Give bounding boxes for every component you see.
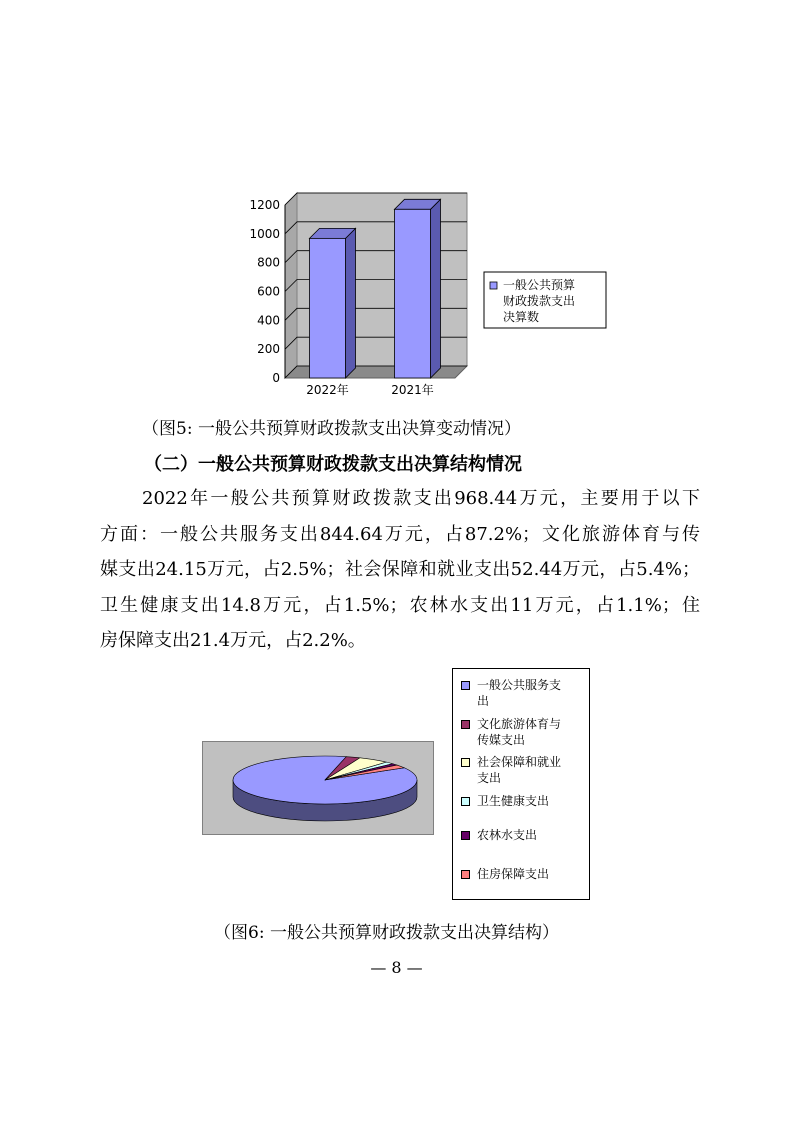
bar [310, 238, 346, 378]
legend-swatch [461, 870, 470, 879]
y-tick-label: 400 [257, 313, 280, 328]
y-tick-label: 1000 [249, 226, 280, 241]
page-number: — 8 — [370, 958, 423, 977]
legend-label-line: 出 [477, 694, 490, 708]
legend-swatch [461, 720, 470, 729]
bar [395, 209, 431, 378]
y-tick-label: 1200 [249, 198, 280, 212]
y-tick-label: 800 [257, 255, 280, 270]
y-tick-label: 200 [257, 342, 280, 357]
pie-legend [452, 668, 590, 900]
x-tick-label: 2022年 [306, 383, 349, 397]
legend-label [477, 677, 589, 709]
bar-side [346, 228, 356, 378]
legend-label-line: 支出 [477, 771, 502, 785]
figure5-caption: （图5: 一般公共预算财政拨款支出决算变动情况） [142, 419, 521, 439]
legend-label-line: 农林水支出 [477, 828, 538, 842]
legend-label [477, 866, 589, 882]
legend-label [477, 754, 589, 786]
x-axis-ticks [306, 382, 434, 397]
y-tick-label: 0 [272, 371, 280, 385]
bar-side [431, 199, 441, 378]
paragraph-line: 媒支出24.15万元，占2.5%；社会保障和就业支出52.44万元，占5.4%； [100, 559, 700, 580]
pie-chart [203, 742, 433, 834]
legend-label [477, 793, 589, 809]
legend-label [477, 716, 589, 748]
legend-swatch [461, 681, 470, 690]
paragraph-line: 方面：一般公共服务支出844.64万元，占87.2%；文化旅游体育与传 [100, 523, 700, 545]
x-tick-label: 2021年 [391, 383, 434, 397]
y-axis-ticks [249, 198, 285, 385]
legend-swatch [461, 758, 470, 767]
legend-label-line: 住房保障支出 [477, 867, 550, 881]
legend-label-line: 传媒支出 [477, 733, 526, 747]
paragraph-line: 2022年一般公共预算财政拨款支出968.44万元，主要用于以下 [142, 488, 700, 509]
paragraph-line: 卫生健康支出14.8万元，占1.5%；农林水支出11万元，占1.1%；住 [100, 594, 700, 616]
bar-chart [240, 190, 610, 402]
legend-label-line: 社会保障和就业 [477, 755, 562, 769]
legend-label: 财政拨款支出 [503, 294, 576, 308]
legend-label: 决算数 [503, 310, 540, 324]
legend-label-line: 文化旅游体育与 [477, 717, 562, 731]
paragraph-line: 房保障支出21.4万元，占2.2%。 [100, 630, 366, 651]
pie-chart-area [202, 741, 434, 835]
legend-swatch [461, 831, 470, 840]
legend-label [477, 827, 589, 843]
figure6-caption: （图6: 一般公共预算财政拨款支出决算结构） [214, 923, 559, 943]
legend-swatch [490, 282, 497, 289]
legend-label-line: 一般公共服务支 [477, 678, 562, 692]
bar-legend [484, 272, 606, 328]
body-paragraph [100, 481, 700, 659]
legend-swatch [461, 797, 470, 806]
legend-label-line: 卫生健康支出 [477, 794, 550, 808]
legend-label: 一般公共预算 [503, 278, 576, 292]
section-heading: （二）一般公共预算财政拨款支出决算结构情况 [144, 454, 522, 475]
y-tick-label: 600 [257, 284, 280, 299]
